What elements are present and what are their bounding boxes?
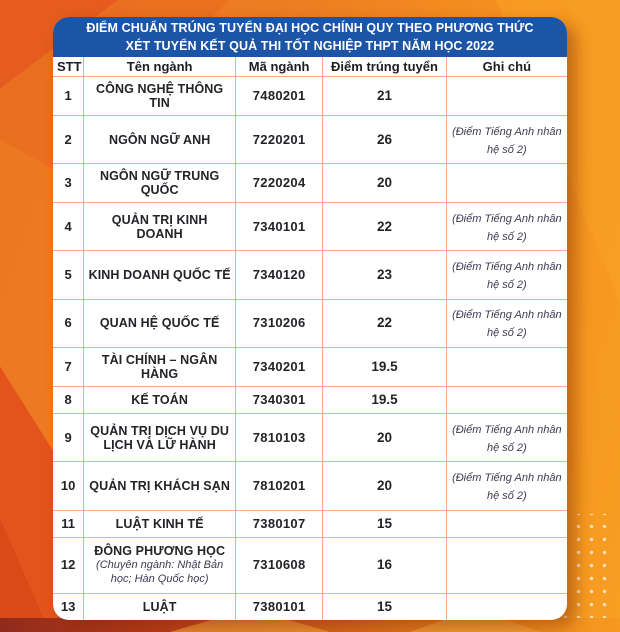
admission-score-table: [53, 57, 567, 620]
major-name: KINH DOANH QUỐC TẾ: [88, 268, 231, 283]
table-header-row: [53, 57, 567, 77]
major-code: 7220201: [252, 131, 306, 147]
table-row: [53, 348, 567, 387]
row-number: 13: [60, 598, 76, 614]
major-cell: [84, 203, 236, 251]
score-value: 15: [376, 598, 393, 614]
bottom-band-trapezoid: [170, 618, 330, 632]
bottom-band-trapezoid: [410, 618, 540, 632]
note-cell: [446, 115, 567, 163]
code-cell: [235, 348, 322, 387]
table-row: [53, 203, 567, 251]
major-name: QUẢN TRỊ DỊCH VỤ DU LỊCH VÀ LỮ HÀNH: [90, 423, 229, 452]
major-code: 7340201: [252, 358, 306, 374]
score-cell: [323, 537, 446, 593]
table-row: [53, 299, 567, 347]
row-number: 9: [64, 429, 72, 445]
col-header-ma: Mã ngành: [235, 57, 322, 77]
table-row: [53, 414, 567, 462]
score-table-card: [53, 17, 567, 620]
note-text: (Điểm Tiếng Anh nhân hệ số 2): [452, 472, 562, 502]
note-cell: [446, 77, 567, 116]
score-cell: [323, 510, 446, 537]
major-name: LUẬT KINH TẾ: [115, 516, 204, 531]
stt-cell: [53, 593, 84, 620]
major-cell: [84, 386, 236, 413]
note-cell: [446, 510, 567, 537]
score-value: 19.5: [371, 358, 398, 374]
major-cell: [84, 414, 236, 462]
stt-cell: [53, 203, 84, 251]
score-cell: [323, 299, 446, 347]
major-cell: [84, 299, 236, 347]
stt-cell: [53, 251, 84, 299]
table-row: [53, 164, 567, 203]
note-text: (Điểm Tiếng Anh nhân hệ số 2): [452, 212, 562, 243]
major-code: 7480201: [252, 87, 306, 103]
score-cell: [323, 77, 446, 116]
note-cell: [446, 251, 567, 299]
poster-title-line1: ĐIỂM CHUẨN TRÚNG TUYỂN ĐẠI HỌC CHÍNH QUY THEO PHƯƠNG THỨC: [86, 20, 534, 35]
code-cell: [235, 251, 322, 299]
note-text: (Điểm Tiếng Anh nhân hệ số 2): [452, 423, 562, 454]
table-row: [53, 510, 567, 537]
major-code: 7380101: [252, 598, 306, 614]
major-code: 7810201: [252, 478, 306, 493]
stt-cell: [53, 348, 84, 387]
score-value: 15: [376, 515, 393, 531]
major-code: 7810103: [252, 429, 306, 445]
note-cell: [446, 537, 567, 593]
code-cell: [235, 462, 322, 510]
stt-cell: [53, 164, 84, 203]
code-cell: [235, 386, 322, 413]
code-cell: [235, 115, 322, 163]
code-cell: [235, 164, 322, 203]
major-cell: [84, 164, 236, 203]
score-value: 19.5: [371, 391, 398, 407]
major-name: LUẬT: [142, 599, 177, 614]
stt-cell: [53, 77, 84, 116]
col-header-ghichu: Ghi chú: [446, 57, 567, 77]
note-cell: [446, 299, 567, 347]
major-sub-note: (Chuyên ngành: Nhật Bản học; Hàn Quốc học): [96, 559, 224, 586]
note-text: (Điểm Tiếng Anh nhân hệ số 2): [452, 261, 562, 292]
major-cell: [84, 115, 236, 163]
col-header-stt: STT: [53, 57, 84, 77]
stt-cell: [53, 462, 84, 510]
note-cell: [446, 348, 567, 387]
table-row: [53, 462, 567, 510]
note-cell: [446, 203, 567, 251]
major-name: TÀI CHÍNH – NGÂN HÀNG: [101, 352, 218, 381]
major-code: 7310608: [252, 557, 306, 573]
score-cell: [323, 348, 446, 387]
table-row: [53, 537, 567, 593]
score-cell: [323, 462, 446, 510]
score-cell: [323, 164, 446, 203]
score-cell: [323, 203, 446, 251]
code-cell: [235, 537, 322, 593]
row-number: 5: [64, 267, 72, 283]
major-code: 7220204: [252, 175, 306, 191]
score-value: 20: [376, 478, 393, 493]
major-name: CÔNG NGHỆ THÔNG TIN: [96, 81, 224, 110]
major-cell: [84, 593, 236, 620]
note-text: (Điểm Tiếng Anh nhân hệ số 2): [452, 125, 562, 156]
table-row: [53, 251, 567, 299]
major-cell: [84, 348, 236, 387]
score-cell: [323, 593, 446, 620]
major-name: QUẢN TRỊ KINH DOANH: [111, 212, 208, 241]
score-cell: [323, 115, 446, 163]
major-cell: [84, 77, 236, 116]
row-number: 10: [60, 478, 76, 493]
row-number: 1: [64, 87, 72, 103]
table-body: [53, 77, 567, 621]
major-cell: [84, 537, 236, 593]
score-value: 21: [376, 87, 393, 103]
score-value: 16: [376, 557, 393, 573]
major-name: NGÔN NGỮ TRUNG QUỐC: [99, 169, 220, 198]
stt-cell: [53, 299, 84, 347]
major-name: QUAN HỆ QUỐC TẾ: [99, 316, 220, 331]
row-number: 6: [64, 315, 72, 331]
note-cell: [446, 462, 567, 510]
score-value: 20: [376, 429, 393, 445]
poster-title-line2: XÉT TUYỂN KẾT QUẢ THI TỐT NGHIỆP THPT NĂM HỌC 2022: [125, 39, 495, 53]
code-cell: [235, 299, 322, 347]
code-cell: [235, 510, 322, 537]
table-row: [53, 115, 567, 163]
note-cell: [446, 164, 567, 203]
note-text: (Điểm Tiếng Anh nhân hệ số 2): [452, 309, 562, 340]
row-number: 3: [64, 175, 72, 191]
code-cell: [235, 593, 322, 620]
stt-cell: [53, 537, 84, 593]
score-value: 23: [376, 267, 393, 283]
major-code: 7310206: [252, 315, 306, 331]
row-number: 11: [61, 515, 76, 531]
major-name: NGÔN NGỮ ANH: [108, 132, 211, 147]
score-cell: [323, 251, 446, 299]
col-header-nganh: Tên ngành: [84, 57, 236, 77]
bottom-decor-band: [0, 618, 620, 632]
major-cell: [84, 251, 236, 299]
major-code: 7340301: [252, 391, 306, 407]
major-code: 7380107: [252, 515, 306, 531]
score-cell: [323, 414, 446, 462]
score-cell: [323, 386, 446, 413]
score-value: 22: [376, 218, 393, 234]
major-code: 7340120: [252, 267, 306, 283]
row-number: 7: [64, 358, 72, 374]
col-header-diem: Điểm trúng tuyển: [323, 57, 446, 77]
table-row: [53, 386, 567, 413]
stt-cell: [53, 386, 84, 413]
stt-cell: [53, 115, 84, 163]
note-cell: [446, 414, 567, 462]
note-cell: [446, 386, 567, 413]
note-cell: [446, 593, 567, 620]
code-cell: [235, 414, 322, 462]
score-value: 20: [376, 175, 393, 191]
major-name: KẾ TOÁN: [131, 392, 188, 407]
row-number: 8: [64, 391, 72, 407]
row-number: 4: [64, 218, 72, 234]
score-value: 22: [376, 315, 393, 331]
row-number: 12: [60, 557, 76, 573]
major-name: ĐÔNG PHƯƠNG HỌC: [94, 544, 226, 559]
stt-cell: [53, 414, 84, 462]
poster-title: [53, 17, 567, 57]
major-name: QUẢN TRỊ KHÁCH SẠN: [89, 479, 230, 493]
row-number: 2: [64, 131, 72, 147]
major-code: 7340101: [252, 218, 306, 234]
major-cell: [84, 510, 236, 537]
major-cell: [84, 462, 236, 510]
code-cell: [235, 77, 322, 116]
score-value: 26: [376, 131, 393, 147]
code-cell: [235, 203, 322, 251]
stt-cell: [53, 510, 84, 537]
table-row: [53, 593, 567, 620]
table-row: [53, 77, 567, 116]
